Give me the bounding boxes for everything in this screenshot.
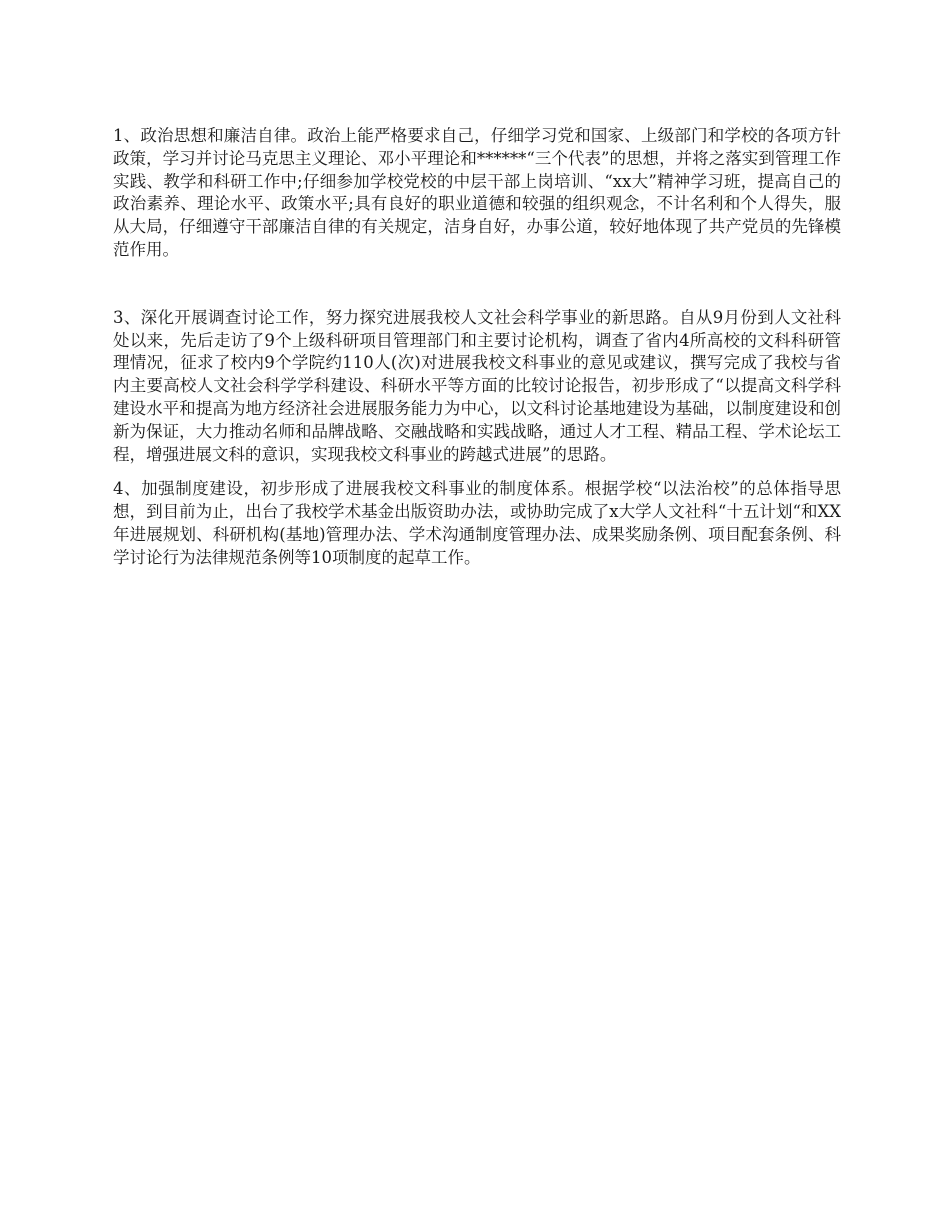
paragraph-research-investigation: 3、深化开展调查讨论工作，努力探究进展我校人文社会科学事业的新思路。自从9月份到人文社科处以来，先后走访了9个上级科研项目管理部门和主要讨论机构，调查了省内4所高校的文科科研管理情况，征求了校内9个学院约110人(次)对进展我校文科事业的意见或建议，撰写完成了我校与省内主要高校人文社会科学学科建设、科研水平等方面的比较讨论报告，初步形成了“以提高文科学科建设水平和提高为地方经济社会进展服务能力为中心，以文科讨论基地建设为基础，以制度建设和创新为保证，大力推动名师和品牌战略、交融战略和实践战略，通过人才工程、精品工程、学术论坛工程，增强进展文科的意识，实现我校文科事业的跨越式进展”的思路。: [113, 307, 841, 464]
paragraph-gap: [113, 262, 841, 307]
document-body: [113, 125, 841, 570]
paragraph-institution-building: 4、加强制度建设，初步形成了进展我校文科事业的制度体系。根据学校“以法治校”的总体指导思想，到目前为止，出台了我校学术基金出版资助办法，或协助完成了x大学人文社科“十五计划“和XX年进展规划、科研机构(基地)管理办法、学术沟通制度管理办法、成果奖励条例、项目配套条例、科学讨论行为法律规范条例等10项制度的起草工作。: [113, 479, 841, 567]
paragraph-political-integrity: 1、政治思想和廉洁自律。政治上能严格要求自己，仔细学习党和国家、上级部门和学校的各项方针政策，学习并讨论马克思主义理论、邓小平理论和******“三个代表”的思想，并将之落实到管理工作实践、教学和科研工作中;仔细参加学校党校的中层干部上岗培训、“xx大”精神学习班，提高自己的政治素养、理论水平、政策水平;具有良好的职业道德和较强的组织观念，不计名利和个人得失，服从大局，仔细遵守干部廉洁自律的有关规定，洁身自好，办事公道，较好地体现了共产党员的先锋模范作用。: [113, 126, 841, 259]
